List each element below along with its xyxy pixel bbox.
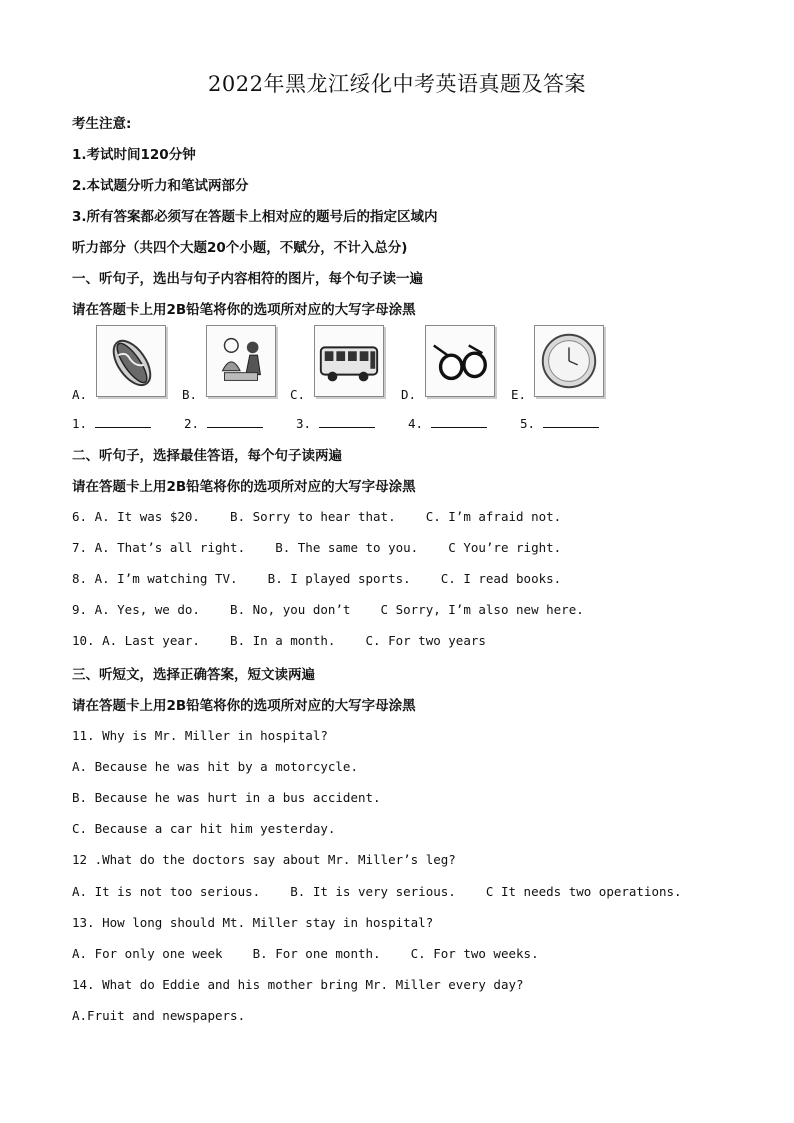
question-8: 8. A. I’m watching TV. B. I played sports. C. I read books. [72,571,562,586]
question-7: 7. A. That’s all right. B. The same to you. C You’re right. [72,540,562,555]
answer-blank-3 [296,415,375,431]
notice-heading: 考生注意: [72,116,132,132]
question-12: 12 .What do the doctors say about Mr. Miller’s leg? [72,852,456,867]
hotdog-icon [96,325,166,397]
glasses-icon [425,325,495,397]
blank-line [319,415,375,428]
blank-line [543,415,599,428]
blank-number: 3. [296,416,312,431]
option-11a: A. Because he was hit by a motorcycle. [72,759,358,774]
picture-label-b: B. [182,387,198,402]
answer-blank-2 [184,415,263,431]
question-13: 13. How long should Mt. Miller stay in hospital? [72,915,434,930]
option-11c: C. Because a car hit him yesterday. [72,821,336,836]
blank-line [207,415,263,428]
section2-instruction: 请在答题卡上用2B铅笔将你的选项所对应的大写字母涂黑 [72,479,416,495]
section2-heading: 二、听句子，选择最佳答语，每个句子读两遍 [72,448,342,464]
listening-header: 听力部分（共四个大题20个小题，不赋分，不计入总分) [72,240,408,256]
picture-label-c: C. [290,387,306,402]
picture-label-a: A. [72,387,88,402]
blank-number: 2. [184,416,200,431]
options-12: A. It is not too serious. B. It is very serious. C It needs two operations. [72,884,682,899]
blank-number: 4. [408,416,424,431]
section1-heading: 一、听句子，选出与句子内容相符的图片，每个句子读一遍 [72,271,423,287]
question-14: 14. What do Eddie and his mother bring Mr. Miller every day? [72,977,524,992]
blank-line [95,415,151,428]
question-6: 6. A. It was $20. B. Sorry to hear that. C. I’m afraid not. [72,509,562,524]
notice-item-2: 2.本试题分听力和笔试两部分 [72,178,249,194]
section3-heading: 三、听短文，选择正确答案，短文读两遍 [72,667,315,683]
notice-item-1: 1.考试时间120分钟 [72,147,196,163]
question-10: 10. A. Last year. B. In a month. C. For two years [72,633,486,648]
section3-instruction: 请在答题卡上用2B铅笔将你的选项所对应的大写字母涂黑 [72,698,416,714]
question-9: 9. A. Yes, we do. B. No, you don’t C Sorry, I’m also new here. [72,602,584,617]
picture-label-d: D. [401,387,417,402]
blank-number: 1. [72,416,88,431]
answer-blank-5 [520,415,599,431]
page-title: 2022年黑龙江绥化中考英语真题及答案 [208,72,586,96]
answer-blank-1 [72,415,151,431]
clock-icon [534,325,604,397]
blank-number: 5. [520,416,536,431]
options-13: A. For only one week B. For one month. C. For two weeks. [72,946,539,961]
answer-blank-4 [408,415,487,431]
section1-instruction: 请在答题卡上用2B铅笔将你的选项所对应的大写字母涂黑 [72,302,416,318]
notice-item-3: 3.所有答案都必须写在答题卡上相对应的题号后的指定区域内 [72,209,438,225]
people-icon [206,325,276,397]
option-14a: A.Fruit and newspapers. [72,1008,246,1023]
picture-label-e: E. [511,387,527,402]
bus-icon [314,325,384,397]
option-11b: B. Because he was hurt in a bus accident. [72,790,381,805]
question-11: 11. Why is Mr. Miller in hospital? [72,728,328,743]
blank-line [431,415,487,428]
